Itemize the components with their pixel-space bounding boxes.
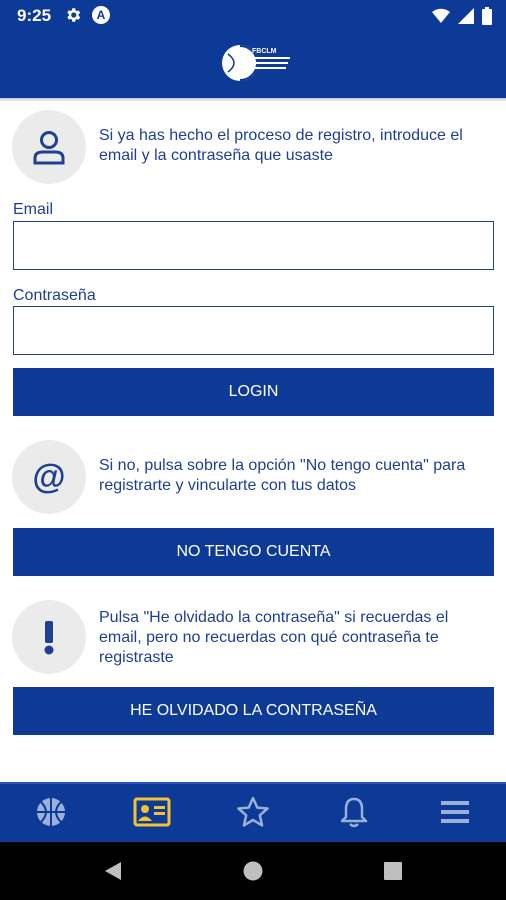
bottom-nav	[0, 782, 506, 842]
wifi-icon	[432, 8, 450, 24]
id-card-icon	[133, 797, 171, 827]
login-info-row	[12, 110, 496, 186]
user-icon-circle	[12, 110, 86, 184]
app-header	[0, 0, 506, 98]
header-shadow	[0, 98, 506, 102]
email-field[interactable]	[13, 221, 494, 270]
bell-icon	[339, 796, 369, 828]
system-nav-bar	[0, 842, 506, 900]
status-bar	[0, 0, 506, 32]
email-label: Email	[13, 201, 54, 218]
nav-notifications[interactable]	[334, 792, 374, 832]
accessibility-icon: A	[92, 6, 110, 24]
nav-menu[interactable]	[435, 792, 475, 832]
federation-logo	[222, 42, 294, 84]
no-account-button[interactable]: NO TENGO CUENTA	[13, 528, 494, 576]
login-button[interactable]: LOGIN	[13, 368, 494, 416]
status-icons	[432, 7, 492, 25]
nav-basketball[interactable]	[31, 792, 71, 832]
nav-id-card[interactable]	[132, 792, 172, 832]
battery-icon	[482, 7, 492, 25]
star-icon	[236, 796, 270, 828]
home-icon[interactable]	[242, 860, 264, 882]
menu-icon	[440, 799, 470, 825]
at-icon-circle	[12, 440, 86, 514]
back-icon[interactable]	[102, 860, 124, 882]
login-intro-text: Si ya has hecho el proceso de registro, introduce el email y la contraseña que usaste	[99, 127, 463, 164]
password-field[interactable]	[13, 306, 494, 355]
exclamation-icon-circle	[12, 600, 86, 674]
user-icon	[31, 129, 67, 165]
register-intro-text: Si no, pulsa sobre la opción "No tengo cuenta" para registrarte y vincularte con tus datos	[99, 457, 466, 494]
recents-icon[interactable]	[382, 860, 404, 882]
settings-icon	[64, 6, 82, 24]
password-label: Contraseña	[13, 287, 96, 304]
svg-text:FBCLM: FBCLM	[252, 48, 277, 55]
signal-icon	[458, 8, 474, 24]
svg-text:@: @	[32, 459, 66, 495]
basketball-icon	[35, 796, 67, 828]
forgot-password-button[interactable]: HE OLVIDADO LA CONTRASEÑA	[13, 687, 494, 735]
at-sign-icon	[31, 459, 67, 495]
forgot-intro-text: Pulsa "He olvidado la contraseña" si recuerdas el email, pero no recuerdas con qué contraseña te registraste	[99, 609, 449, 666]
forgot-info-row	[12, 600, 496, 676]
exclamation-icon	[31, 619, 67, 655]
nav-favorites[interactable]	[233, 792, 273, 832]
status-time: 9:25	[17, 6, 52, 25]
register-info-row	[12, 440, 496, 516]
